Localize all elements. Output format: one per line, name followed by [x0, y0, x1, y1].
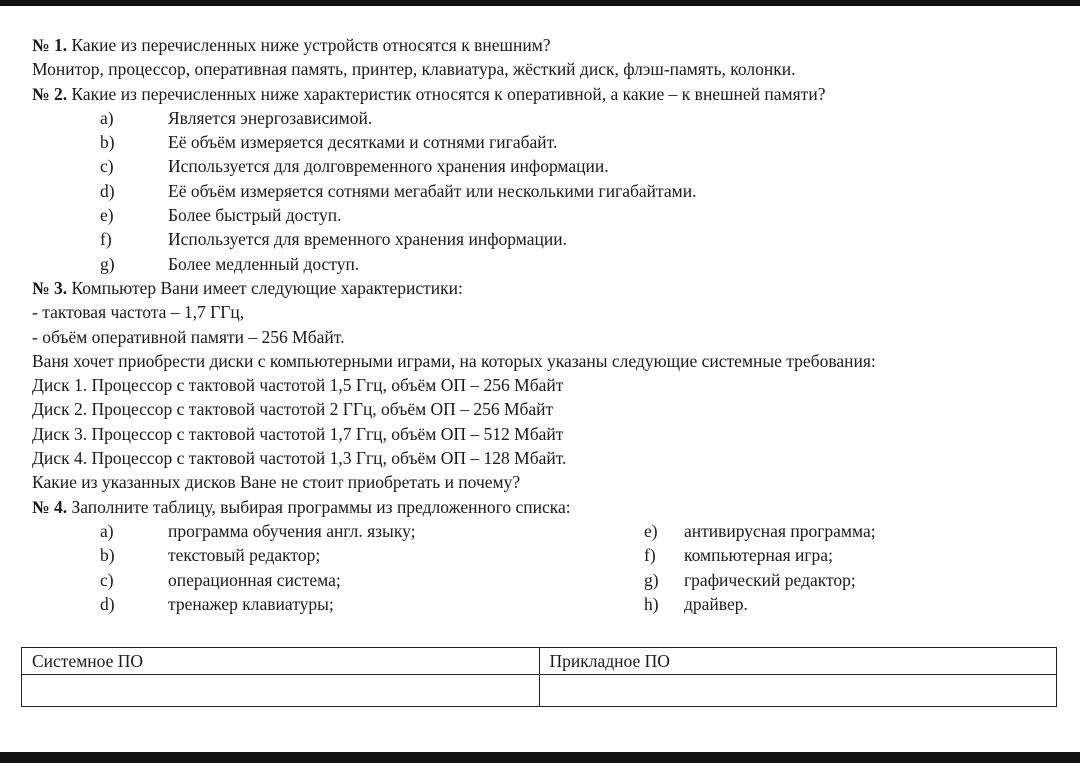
list-text: Её объём измеряется сотнями мегабайт или несколькими гигабайтами.: [168, 180, 697, 201]
list-label: f): [644, 545, 656, 566]
list-text: графический редактор;: [684, 569, 856, 590]
q4-item-a: [32, 519, 572, 543]
q3-spec-memory: - объём оперативной памяти – 256 Мбайт.: [32, 326, 345, 347]
list-text: Её объём измеряется десятками и сотнями гигабайт.: [168, 132, 558, 153]
table-header-row: [22, 648, 1057, 675]
list-text: тренажер клавиатуры;: [168, 593, 334, 614]
table-header-system-software: Системное ПО: [22, 648, 540, 675]
q4-number: № 4.: [32, 496, 68, 517]
list-label: h): [644, 593, 659, 614]
q2-item-d: [32, 179, 1050, 203]
list-label: b): [100, 545, 115, 566]
bottom-border-bar: [0, 752, 1080, 763]
q3-intro: [32, 276, 1050, 300]
q4-item-f: [572, 543, 1042, 567]
q3-question: Какие из указанных дисков Ване не стоит приобретать и почему?: [32, 472, 521, 493]
q4-program-list: [32, 519, 1050, 616]
q1-question: [32, 33, 1050, 57]
q4-item-g: [572, 568, 1042, 592]
q1-number: № 1.: [32, 35, 68, 55]
list-label: d): [100, 593, 115, 614]
list-label: d): [100, 180, 115, 201]
list-label: f): [100, 229, 112, 250]
list-text: Является энергозависимой.: [168, 107, 373, 128]
q3-disk-4: Диск 4. Процессор с тактовой частотой 1,3 Ггц, объём ОП – 128 Мбайт.: [32, 448, 567, 469]
q4-item-d: [32, 592, 572, 616]
q4-item-b: [32, 543, 572, 567]
q4-item-e: [572, 519, 1042, 543]
list-label: g): [644, 569, 659, 590]
q4-answer-table: [21, 647, 1057, 707]
list-label: b): [100, 132, 115, 153]
list-label: e): [644, 520, 658, 541]
list-text: Более быстрый доступ.: [168, 205, 342, 226]
list-label: e): [100, 205, 114, 226]
q2-item-c: [32, 154, 1050, 178]
list-text: Более медленный доступ.: [168, 253, 360, 274]
q4-list-left: [32, 519, 572, 616]
q4-item-c: [32, 568, 572, 592]
q3-intro-text: Компьютер Вани имеет следующие характеристики:: [71, 277, 463, 298]
q2-question: [32, 82, 1050, 106]
q3-disk-3: Диск 3. Процессор с тактовой частотой 1,7 Ггц, объём ОП – 512 Мбайт: [32, 423, 564, 444]
q4-intro-text: Заполните таблицу, выбирая программы из предложенного списка:: [71, 496, 571, 517]
q3-number: № 3.: [32, 277, 68, 298]
list-text: компьютерная игра;: [684, 545, 833, 566]
q2-item-g: [32, 252, 1050, 276]
q2-item-a: [32, 106, 1050, 130]
q1-question-text: Какие из перечисленных ниже устройств относятся к внешним?: [71, 35, 551, 55]
q3-disk-1: Диск 1. Процессор с тактовой частотой 1,5 Ггц, объём ОП – 256 Мбайт: [32, 375, 564, 396]
q4-item-h: [572, 592, 1042, 616]
top-border-bar: [0, 0, 1080, 6]
q4-intro: [32, 495, 1050, 519]
list-label: c): [100, 156, 114, 177]
q3-spec-frequency: - тактовая частота – 1,7 ГГц,: [32, 302, 245, 323]
list-text: текстовый редактор;: [168, 545, 321, 566]
q2-item-b: [32, 130, 1050, 154]
table-header-application-software: Прикладное ПО: [539, 648, 1057, 675]
q2-item-e: [32, 203, 1050, 227]
list-text: программа обучения англ. языку;: [168, 520, 416, 541]
list-text: операционная система;: [168, 569, 341, 590]
table-answer-row: [22, 675, 1057, 707]
list-text: Используется для долговременного хранения информации.: [168, 156, 609, 177]
list-text: антивирусная программа;: [684, 520, 876, 541]
list-text: драйвер.: [684, 593, 748, 614]
q2-item-f: [32, 227, 1050, 251]
list-label: c): [100, 569, 114, 590]
q2-number: № 2.: [32, 83, 68, 104]
q4-list-right: [572, 519, 1042, 616]
q1-device-list: Монитор, процессор, оперативная память, принтер, клавиатура, жёсткий диск, флэш-память, колонки.: [32, 59, 796, 80]
table-cell-system-software[interactable]: [22, 675, 540, 707]
list-label: a): [100, 107, 114, 128]
q3-disk-2: Диск 2. Процессор с тактовой частотой 2 ГГц, объём ОП – 256 Мбайт: [32, 399, 554, 420]
table-cell-application-software[interactable]: [539, 675, 1057, 707]
q3-description: Ваня хочет приобрести диски с компьютерными играми, на которых указаны следующие системные требования:: [32, 350, 876, 371]
list-text: Используется для временного хранения информации.: [168, 229, 567, 250]
list-label: a): [100, 520, 114, 541]
q2-question-text: Какие из перечисленных ниже характеристик относятся к оперативной, а какие – к внешней памяти?: [71, 83, 826, 104]
worksheet: [32, 33, 1050, 616]
list-label: g): [100, 253, 115, 274]
